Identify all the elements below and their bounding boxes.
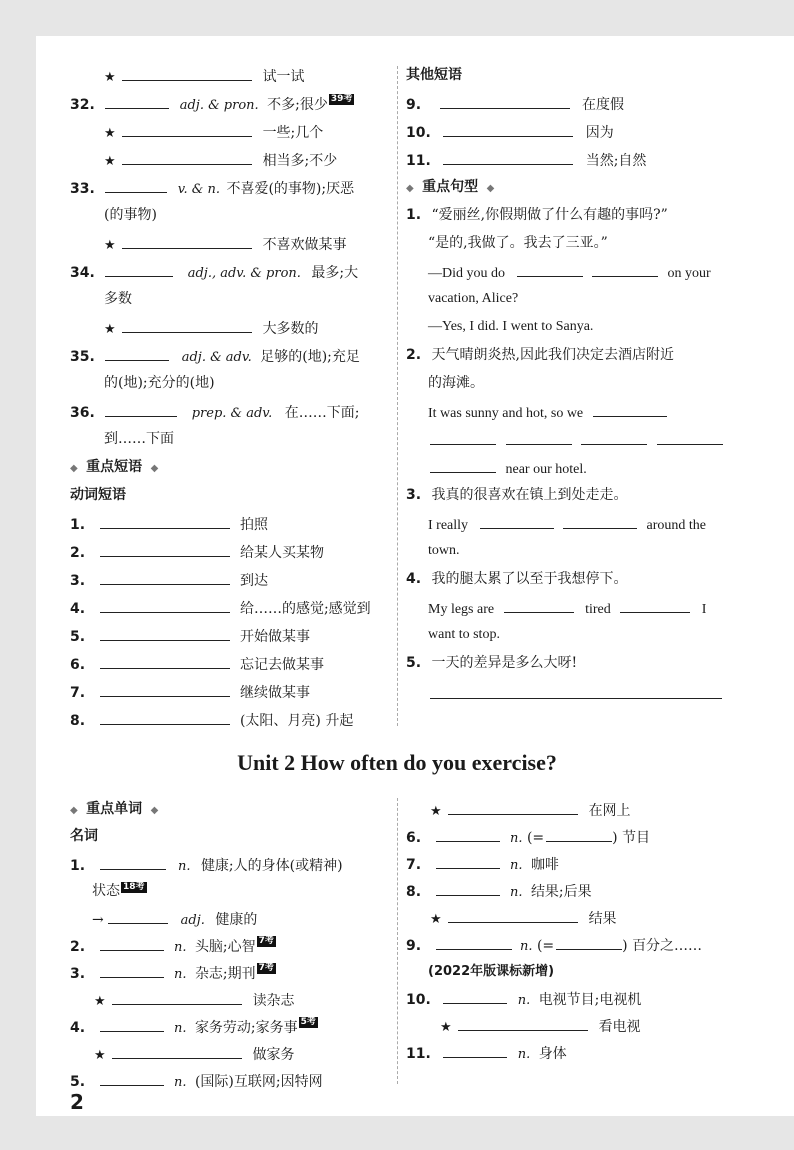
- cn-sentence: 一天的差异是多么大呀!: [431, 655, 578, 671]
- cn-meaning: 最多;大: [311, 265, 359, 281]
- cn-meaning: 读杂志: [252, 993, 295, 1009]
- cn-sentence: 我的腿太累了以至于我想停下。: [431, 571, 628, 587]
- answer-blank[interactable]: [100, 963, 164, 978]
- other-phrases-label: [406, 66, 724, 84]
- paren-open: (=: [526, 830, 545, 846]
- top-left-column: [70, 66, 392, 736]
- answer-blank[interactable]: [122, 150, 252, 165]
- word-item-32: [70, 94, 392, 115]
- section-title: 重点句型: [422, 179, 479, 195]
- sub-item: [406, 800, 724, 821]
- answer-blank[interactable]: [581, 430, 647, 445]
- answer-blank[interactable]: [504, 598, 574, 613]
- cn-meaning: 在网上: [588, 803, 631, 819]
- cn-sentence: “爱丽丝,你假期做了什么有趣的事吗?”: [431, 207, 668, 223]
- item-number: 34.: [70, 265, 95, 281]
- phrase-item: [406, 94, 724, 114]
- part-of-speech: v. & n.: [177, 182, 220, 197]
- curriculum-note: [406, 962, 724, 981]
- en-text: on your: [667, 266, 711, 281]
- sentence-1-en-2: [406, 290, 724, 308]
- answer-blank[interactable]: [100, 598, 230, 613]
- phrase-item: [70, 542, 392, 562]
- sub-item: [70, 990, 392, 1011]
- cn-meaning: 看电视: [598, 1019, 641, 1035]
- word-item-1-cont: [70, 882, 392, 900]
- en-text: —Did you do: [428, 266, 505, 281]
- sentence-1-en-3: [406, 318, 724, 336]
- sentence-5-cn: [406, 654, 724, 672]
- answer-blank[interactable]: [100, 1017, 164, 1032]
- sub-item: [406, 1016, 724, 1037]
- answer-blank[interactable]: [517, 262, 583, 277]
- sentence-1-en: [406, 262, 724, 283]
- phrase-item: [70, 570, 392, 590]
- cn-meaning: 电视节目;电视机: [538, 992, 642, 1008]
- paren-close: ): [612, 830, 618, 846]
- item-number: 10.: [406, 992, 431, 1008]
- cn-meaning: 继续做某事: [239, 685, 310, 701]
- word-item-6: [406, 827, 724, 848]
- en-text: tired: [585, 602, 611, 617]
- words-section-header: [70, 800, 392, 820]
- phrase-item: [406, 150, 724, 170]
- diamond-icon: ◆: [150, 805, 159, 816]
- word-item-5: [70, 1071, 392, 1092]
- en-text: It was sunny and hot, so we: [428, 406, 584, 421]
- cn-meaning: 开始做某事: [239, 629, 310, 645]
- sub-item: [70, 122, 392, 143]
- answer-blank[interactable]: [563, 514, 637, 529]
- paren-close: ): [622, 938, 628, 954]
- answer-blank[interactable]: [112, 1044, 242, 1059]
- item-number: 2.: [70, 939, 86, 955]
- section-title: 重点短语: [86, 459, 143, 475]
- subsection-title: 动词短语: [70, 487, 126, 503]
- cn-meaning: 一些;几个: [262, 125, 324, 141]
- part-of-speech: adj., adv. & pron.: [187, 266, 301, 281]
- answer-blank[interactable]: [105, 262, 173, 277]
- answer-blank[interactable]: [100, 570, 230, 585]
- item-number: 9.: [406, 938, 422, 954]
- part-of-speech: n.: [509, 831, 523, 846]
- en-text: vacation, Alice?: [428, 291, 519, 306]
- cn-meaning: (国际)互联网;因特网: [194, 1074, 323, 1090]
- cn-meaning: 相当多;不少: [262, 153, 338, 169]
- cn-sentence: “是的,我做了。我去了三亚。”: [428, 235, 608, 251]
- sentence-2-en: [406, 402, 724, 423]
- cn-meaning: 给某人买某物: [239, 545, 324, 561]
- word-item-3: [70, 963, 392, 984]
- word-item-9: [406, 935, 724, 956]
- word-item-35-cont: [70, 374, 392, 392]
- star-icon: ★: [440, 1020, 452, 1035]
- answer-blank[interactable]: [100, 542, 230, 557]
- answer-blank[interactable]: [100, 1071, 164, 1086]
- word-item-10: [406, 989, 724, 1010]
- column-divider: [397, 798, 398, 1084]
- cn-meaning: (的事物): [104, 207, 157, 223]
- word-item-7: [406, 854, 724, 875]
- cn-meaning: 节目: [622, 830, 651, 846]
- answer-blank[interactable]: [100, 710, 230, 725]
- item-number: 4.: [406, 571, 422, 587]
- cn-meaning: 健康;人的身体(或精神): [200, 858, 343, 874]
- item-number: 7.: [70, 685, 86, 701]
- part-of-speech: n.: [517, 1047, 531, 1062]
- item-number: 11.: [406, 153, 431, 169]
- cn-meaning: 的(地);充分的(地): [104, 375, 215, 391]
- item-number: 5.: [406, 655, 422, 671]
- cn-meaning: 结果: [588, 911, 617, 927]
- sentence-4-en: [406, 598, 724, 619]
- sub-item: [70, 318, 392, 339]
- item-number: 8.: [406, 884, 422, 900]
- item-number: 6.: [406, 830, 422, 846]
- sentence-3-en-2: [406, 542, 724, 560]
- word-item-1: [70, 855, 392, 876]
- part-of-speech: adj. & adv.: [181, 350, 252, 365]
- answer-blank[interactable]: [620, 598, 690, 613]
- word-item-36-cont: [70, 430, 392, 448]
- answer-blank[interactable]: [112, 990, 242, 1005]
- item-number: 35.: [70, 349, 95, 365]
- column-divider: [397, 66, 398, 726]
- word-item-8: [406, 881, 724, 902]
- derived-word: [70, 909, 392, 930]
- answer-blank[interactable]: [430, 684, 722, 699]
- cn-meaning: 到达: [239, 573, 268, 589]
- item-number: 1.: [406, 207, 422, 223]
- cn-meaning: 拍照: [239, 517, 268, 533]
- en-text: want to stop.: [428, 627, 500, 642]
- sub-item: [70, 150, 392, 171]
- diamond-icon: ◆: [150, 463, 159, 474]
- en-text: near our hotel.: [505, 462, 587, 477]
- item-number: 9.: [406, 97, 422, 113]
- sentences-section-header: [406, 178, 724, 198]
- sentence-2-cn: [406, 346, 724, 364]
- cn-meaning: 到……下面: [104, 431, 174, 447]
- cn-meaning: 杂志;期刊: [194, 966, 256, 982]
- sentence-3-en: [406, 514, 724, 535]
- en-text: My legs are: [428, 602, 495, 617]
- en-text: I: [701, 602, 707, 617]
- cn-meaning: 不喜爱(的事物);厌恶: [226, 181, 355, 197]
- answer-blank[interactable]: [122, 66, 252, 81]
- part-of-speech: n.: [509, 885, 523, 900]
- subsection-title: 其他短语: [406, 67, 462, 83]
- exam-count-badge: 7考: [258, 936, 274, 946]
- item-number: 33.: [70, 181, 95, 197]
- answer-blank[interactable]: [122, 122, 252, 137]
- part-of-speech: n.: [517, 993, 531, 1008]
- answer-blank[interactable]: [122, 234, 252, 249]
- answer-blank[interactable]: [443, 122, 573, 137]
- word-item-36: [70, 402, 392, 423]
- answer-blank[interactable]: [458, 1016, 588, 1031]
- item-number: 10.: [406, 125, 431, 141]
- cn-sentence: 我真的很喜欢在镇上到处走走。: [431, 487, 628, 503]
- star-icon: ★: [104, 322, 116, 337]
- word-item-33: [70, 178, 392, 199]
- cn-meaning: 百分之……: [632, 938, 703, 954]
- verb-phrases-label: [70, 486, 392, 504]
- answer-blank[interactable]: [430, 458, 496, 473]
- answer-blank[interactable]: [436, 881, 500, 896]
- answer-blank[interactable]: [100, 514, 230, 529]
- item-number: 4.: [70, 601, 86, 617]
- cn-meaning: 因为: [585, 125, 614, 141]
- item-number: 2.: [406, 347, 422, 363]
- sentence-1-cn: [406, 206, 724, 224]
- cn-meaning: 咖啡: [530, 857, 559, 873]
- phrase-item: [70, 598, 392, 618]
- answer-blank[interactable]: [105, 178, 167, 193]
- cn-meaning: 多数: [104, 291, 132, 307]
- item-number: 6.: [70, 657, 86, 673]
- phrase-item: [70, 710, 392, 730]
- answer-blank[interactable]: [436, 827, 500, 842]
- answer-blank[interactable]: [436, 935, 512, 950]
- page-number: 2: [70, 1090, 84, 1114]
- answer-blank[interactable]: [546, 827, 612, 842]
- phrases-section-header: [70, 458, 392, 478]
- answer-blank[interactable]: [556, 935, 622, 950]
- answer-blank[interactable]: [592, 262, 658, 277]
- answer-blank[interactable]: [108, 909, 168, 924]
- phrase-item: [70, 626, 392, 646]
- item-number: 8.: [70, 713, 86, 729]
- item-number: 5.: [70, 1074, 86, 1090]
- sentence-2-en-2: [406, 430, 724, 451]
- sentence-4-en-2: [406, 626, 724, 644]
- cn-meaning: 不喜欢做某事: [262, 237, 347, 253]
- cn-meaning: 给……的感觉;感觉到: [239, 601, 371, 617]
- diamond-icon: ◆: [70, 463, 78, 474]
- answer-blank[interactable]: [122, 318, 252, 333]
- part-of-speech: prep. & adv.: [191, 406, 273, 421]
- part-of-speech: n.: [173, 940, 187, 955]
- exam-count-badge: 5考: [300, 1017, 316, 1027]
- answer-blank[interactable]: [593, 402, 667, 417]
- part-of-speech: n.: [509, 858, 523, 873]
- cn-sentence: 的海滩。: [428, 375, 484, 391]
- sentence-2-en-3: [406, 458, 724, 479]
- arrow-icon: →: [92, 912, 104, 928]
- item-number: 32.: [70, 97, 95, 113]
- item-number: 7.: [406, 857, 422, 873]
- answer-blank[interactable]: [448, 908, 578, 923]
- item-number: 11.: [406, 1046, 431, 1062]
- item-number: 3.: [406, 487, 422, 503]
- answer-blank[interactable]: [100, 626, 230, 641]
- diamond-icon: ◆: [486, 183, 495, 194]
- cn-meaning: 在……下面;: [284, 405, 360, 421]
- star-icon: ★: [94, 994, 106, 1009]
- star-icon: ★: [104, 238, 116, 253]
- phrase-item: [70, 682, 392, 702]
- item-number: 36.: [70, 405, 95, 421]
- answer-blank[interactable]: [105, 346, 169, 361]
- bottom-right-column: [406, 800, 724, 1060]
- en-text: around the: [646, 518, 707, 533]
- sentence-5-en: [406, 684, 724, 705]
- part-of-speech: n.: [173, 1075, 187, 1090]
- item-number: 3.: [70, 573, 86, 589]
- sentence-4-cn: [406, 570, 724, 588]
- cn-meaning: 忘记去做某事: [239, 657, 324, 673]
- cn-meaning: 家务劳动;家务事: [194, 1020, 298, 1036]
- item-number: 4.: [70, 1020, 86, 1036]
- diamond-icon: ◆: [406, 183, 414, 194]
- phrase-item: [406, 122, 724, 142]
- star-icon: ★: [104, 154, 116, 169]
- cn-meaning: 结果;后果: [530, 884, 592, 900]
- sub-item: [406, 908, 724, 929]
- answer-blank[interactable]: [100, 936, 164, 951]
- word-item-4: [70, 1017, 392, 1038]
- part-of-speech: n.: [173, 967, 187, 982]
- sentence-1-cn-2: [406, 234, 724, 252]
- sentence-2-cn-2: [406, 374, 724, 392]
- star-icon: ★: [104, 70, 116, 85]
- part-of-speech: n.: [177, 859, 191, 874]
- cn-meaning: (太阳、月亮) 升起: [239, 713, 354, 729]
- sub-item: [70, 1044, 392, 1065]
- cn-meaning: 健康的: [215, 912, 258, 928]
- answer-blank[interactable]: [443, 150, 573, 165]
- answer-blank[interactable]: [436, 854, 500, 869]
- word-item-2: [70, 936, 392, 957]
- part-of-speech: n.: [519, 939, 533, 954]
- exam-count-badge: 7考: [258, 963, 274, 973]
- subsection-title: 名词: [70, 828, 98, 844]
- word-item-34-cont: [70, 290, 392, 308]
- star-icon: ★: [94, 1048, 106, 1063]
- answer-blank[interactable]: [443, 1043, 507, 1058]
- star-icon: ★: [430, 912, 442, 927]
- item-number: 3.: [70, 966, 86, 982]
- item-number: 2.: [70, 545, 86, 561]
- en-text: I really: [428, 518, 469, 533]
- part-of-speech: n.: [173, 1021, 187, 1036]
- noun-label: [70, 827, 392, 845]
- exam-count-badge: 18考: [123, 882, 145, 892]
- item-number: 1.: [70, 517, 86, 533]
- section-title: 重点单词: [86, 801, 143, 817]
- answer-blank[interactable]: [105, 402, 177, 417]
- answer-blank[interactable]: [506, 430, 572, 445]
- answer-blank[interactable]: [430, 430, 496, 445]
- en-text: town.: [428, 543, 460, 558]
- answer-blank[interactable]: [448, 800, 578, 815]
- sentence-3-cn: [406, 486, 724, 504]
- exam-count-badge: 39考: [330, 94, 353, 104]
- cn-meaning: 身体: [538, 1046, 567, 1062]
- diamond-icon: ◆: [70, 805, 78, 816]
- bottom-left-column: [70, 800, 392, 1090]
- phrase-item: [70, 654, 392, 674]
- note-text: (2022年版课标新增): [428, 964, 555, 979]
- cn-meaning: 不多;很少: [267, 97, 328, 113]
- paren-open: (=: [536, 938, 555, 954]
- word-item-35: [70, 346, 392, 367]
- cn-meaning: 做家务: [252, 1047, 295, 1063]
- item-number: 5.: [70, 629, 86, 645]
- cn-meaning: 大多数的: [262, 321, 319, 337]
- cn-meaning: 足够的(地);充足: [260, 349, 360, 365]
- unit-title: Unit 2 How often do you exercise?: [237, 750, 557, 775]
- answer-blank[interactable]: [657, 430, 723, 445]
- answer-blank[interactable]: [480, 514, 554, 529]
- answer-blank[interactable]: [100, 855, 166, 870]
- star-icon: ★: [104, 126, 116, 141]
- cn-meaning: 状态: [92, 883, 120, 899]
- word-item-34: [70, 262, 392, 283]
- answer-blank[interactable]: [440, 94, 570, 109]
- word-item-33-cont: [70, 206, 392, 224]
- answer-blank[interactable]: [100, 654, 230, 669]
- cn-sentence: 天气晴朗炎热,因此我们决定去酒店附近: [431, 347, 674, 363]
- part-of-speech: adj. & pron.: [179, 98, 259, 113]
- answer-blank[interactable]: [443, 989, 507, 1004]
- word-item-11: [406, 1043, 724, 1064]
- phrase-item: [70, 514, 392, 534]
- top-right-column: [406, 66, 724, 706]
- try-item: [70, 66, 392, 87]
- cn-meaning: 在度假: [581, 97, 624, 113]
- cn-meaning: 头脑;心智: [194, 939, 256, 955]
- cn-meaning: 当然;自然: [585, 153, 647, 169]
- cn-meaning: 试一试: [262, 69, 305, 85]
- part-of-speech: adj.: [180, 913, 205, 928]
- star-icon: ★: [430, 804, 442, 819]
- answer-blank[interactable]: [100, 682, 230, 697]
- en-text: —Yes, I did. I went to Sanya.: [428, 319, 594, 334]
- answer-blank[interactable]: [105, 94, 169, 109]
- sub-item: [70, 234, 392, 255]
- item-number: 1.: [70, 858, 86, 874]
